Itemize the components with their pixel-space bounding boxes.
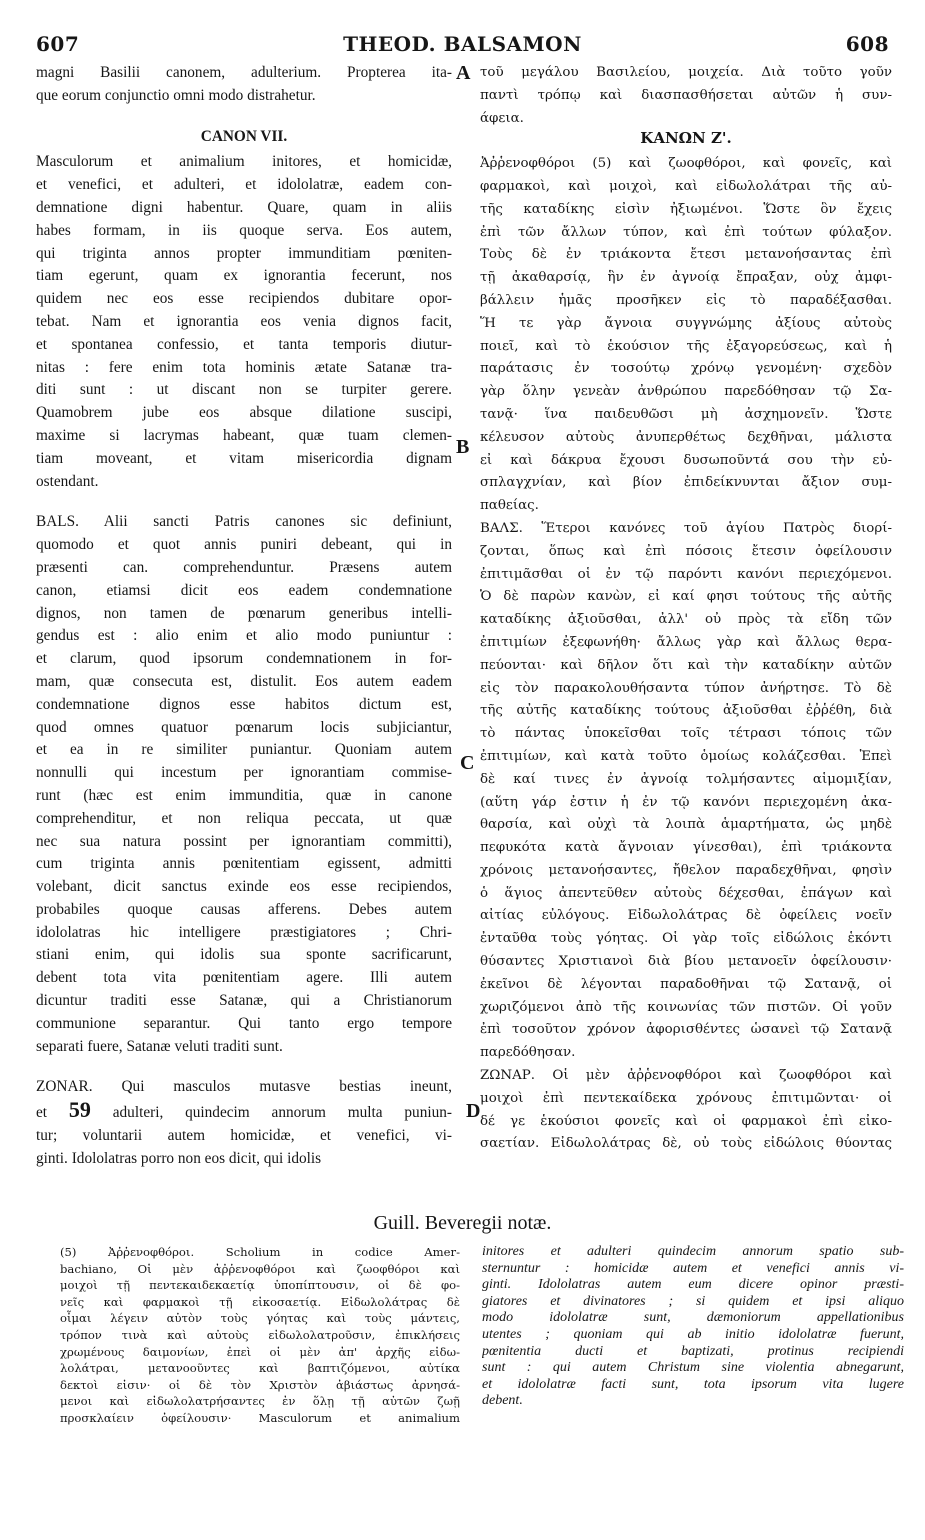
greek-bals-line: παρεδόθησαν. [480, 1045, 576, 1061]
latin-bals-line: condemnatione dignos esse habitos dictum est, [36, 695, 452, 713]
greek-bals-line: αἰτίας εὐλόγους. Εἰδωλολάτρας δὲ ὀφείλεις νοεῖν [480, 908, 892, 924]
note-line: νεῖς καὶ φαρμακοὶ τῇ εἰκοσαετίᾳ. Εἰδωλολάτρας δὲ [60, 1294, 460, 1309]
note-line: προσκλαίειν ὀφείλουσιν· Masculorum et animalium [60, 1410, 460, 1425]
note-line: (5) Ἀῤῥενοφθόροι. Scholium in codice Amer- [60, 1245, 460, 1259]
latin-canon-line: diti sunt : ut discant non se turpiter gerere. [36, 381, 452, 399]
margin-letter-c: C [460, 752, 475, 774]
note-line: sunt : qui autem Christum sine violentia abnegarunt, [482, 1360, 904, 1376]
greek-canon-line: Ἥ τε γὰρ ἄγνοια συγγνώμης ἀξίους αὐτοὺς [480, 315, 892, 331]
note-line: οἶμαι λέγειν αὐτὸν τοὺς γόητας καὶ τοὺς μάντεις, [60, 1311, 460, 1326]
greek-intro-line: παντὶ τρόπῳ καὶ διασπασθήσεται αὐτῶν ἡ συν- [480, 87, 892, 103]
note-line: μοιχοὶ τῇ πεντεκαιδεκαετίᾳ ὑποπίπτουσιν, οἱ δὲ φο- [60, 1278, 460, 1293]
note-line: μενοι καὶ εἰδωλολατρήσαντες ἐν ὅλῃ τῇ αὐτῶν ζωῇ [60, 1394, 460, 1409]
greek-canon-line: εἰ καὶ δάκρυα ἔχουσι δυσωποῦντά σου τὴν εὐ- [480, 452, 892, 468]
greek-canon-line: Ἀῤῥενοφθόροι (5) καὶ ζωοφθόροι, καὶ φονεῖς, καὶ [480, 156, 892, 172]
greek-bals-line: ἐνταῦθα τοὺς γόητας. Οἱ γὰρ τοῖς εἰδώλοις ἑκόντι [480, 931, 892, 947]
latin-bals-line: nec sua natura possint per ignorantiam committi), [36, 832, 452, 850]
running-title: THEOD. BALSAMON [343, 32, 582, 56]
greek-bals-line: εἰς τὸν παρακολουθήσαντα τύπον ἀνήρτησε. Τὸ δὲ [480, 680, 892, 696]
greek-canon-line: ἐπὶ τῶν ἄλλων τύπον, καὶ ἐπὶ τούτων φύλαξον. [480, 224, 892, 240]
latin-bals-line: nonnulli qui incestum per ignorantiam commise- [36, 764, 452, 782]
latin-bals-line: mam, quæ consecuta est, distulit. Eos autem eadem [36, 672, 452, 690]
greek-bals-line: θύσαντες Χριστιανοὶ διὰ βίου μετανοεῖν ὀφείλουσιν· [480, 954, 892, 970]
note-line: χρωμένους δαιμονίων, ἐπεὶ οἱ μὲν ἀπ' ἀρχῆς εἰδω- [60, 1344, 460, 1359]
latin-bals-line: canon, etiamsi dicit eos eadem condemnatione [36, 581, 452, 599]
greek-canon-line: ποιεῖ, καὶ τὸ ἑκούσιον τῆς ἐξαγορεύσεως, καὶ ἡ [480, 338, 892, 354]
greek-bals-line: (αὕτη γάρ ἐστιν ἡ ἐν τῷ κανόνι περιεχομένη ἀκα- [480, 794, 892, 810]
greek-bals-commentary [480, 518, 892, 1065]
greek-zonar-line: σαετίαν. Εἰδωλολάτρας δὲ, οὐ τοὺς εἰδώλοις θύοντας [480, 1136, 892, 1152]
greek-bals-line: χρόνοις μετανοήσαντες, ἤθελον παραδεχθῆναι, φησὶν [480, 862, 892, 878]
greek-zonar-line: δέ γε ἑκούσιοι φονεῖς καὶ οἱ φαρμακοὶ ἐπὶ εἰκο- [480, 1113, 892, 1129]
note-line: utentes ; quoniam qui ab initio idololatræ fuerunt, [482, 1326, 904, 1342]
notes-right-column [482, 1244, 904, 1410]
note-line: λολάτραι, μετανοοῦντες καὶ βαπτιζόμενοι, αὐτίκα [60, 1361, 460, 1376]
latin-intro [36, 62, 452, 108]
latin-canon-line: nitas : fere enim tota hominis ætate Satanæ tra- [36, 358, 452, 376]
greek-zonar-line: μοιχοὶ ἐπὶ πεντεκαίδεκα χρόνους ἐπιτιμῶνται· οἱ [480, 1090, 892, 1106]
latin-zonar-line: ginti. Idololatras porro non eos dicit, qui idolis [36, 1149, 322, 1167]
latin-canon-line: Quamobrem jube eos absque dilatione suscipi, [36, 404, 452, 422]
marginal-number: 59 [68, 1099, 91, 1123]
greek-canon-line: σπλαγχνίαν, καὶ βίον ἐπιδείκνυνται ἄξιον συμ- [480, 475, 892, 491]
latin-bals-line: dignos, non tamen de pœnarum generibus intelli- [36, 604, 452, 622]
latin-bals-line: quod omnes quatuor pœnarum locis subjiciantur, [36, 718, 452, 736]
note-line: bachiano, Οἱ μὲν ἀῤῥενοφθόροι καὶ ζωοφθόροι καὶ [60, 1261, 460, 1276]
greek-canon-line: βάλλειν ἡμᾶς προσῆκεν εἰς τὸ παραδέξασθαι. [480, 292, 892, 308]
latin-bals-line: debent tota vita pœnitentiam agere. Illi autem [36, 969, 452, 987]
latin-bals-line: communione separantur. Qui tanto ergo tempore [36, 1014, 452, 1032]
note-line: debent. [482, 1393, 523, 1409]
greek-bals-line: ἐπιτιμᾶσθαι οἱ ἐν τῷ παρόντι κανόνι περιεχόμενοι. [480, 566, 892, 582]
note-line: δεκτοὶ εἰσιν· οἱ δὲ τὸν Χριστὸν ἀβιάστως ἀρνησά- [60, 1377, 460, 1392]
latin-canon-line: habes formam, in iis quoque serva. Eos autem, [36, 221, 452, 239]
greek-canon-text [480, 153, 892, 518]
notes-left-column [60, 1244, 460, 1427]
latin-canon-line: tiam moveant, et vitam misericordia dignam [36, 449, 452, 467]
margin-letter-a: A [456, 62, 471, 84]
latin-bals-line: probabiles quoque causas afferens. Debes autem [36, 900, 452, 918]
greek-intro-line: τοῦ μεγάλου Βασιλείου, μοιχεία. Διὰ τοῦτο γοῦν [480, 65, 892, 80]
greek-bals-line: ἐπιτιμίων ἐξεφωνήθη· ἄλλως γὰρ καὶ ἄλλως θερα- [480, 634, 892, 650]
greek-zonar-line: ΖΩΝΑΡ. Οἱ μὲν ἀῤῥενοφθόροι καὶ ζωοφθόροι καὶ [480, 1068, 892, 1084]
greek-canon-line: γὰρ ὅλην γενεὰν ἀνθρώπου παρεδόθησαν τῷ Σα- [480, 384, 892, 400]
latin-bals-line: quomodo et quot annis puniri debeant, qui in [36, 536, 452, 554]
note-line: τρόπον τινὰ καὶ αὐτοὺς εἰδωλολατροῦσιν, ἐπικλήσεις [60, 1327, 460, 1342]
latin-canon-text [36, 151, 452, 493]
latin-canon-line: tebat. Nam et ignorantia eos venia dignos facit, [36, 312, 452, 330]
greek-bals-line: ζονται, ὅπως καὶ ἐπὶ πόσοις ἔτεσιν ὀφείλουσιν [480, 543, 892, 559]
greek-canon-line: τανᾷ· ἵνα παιδευθῶσι μὴ ἀσχημονεῖν. Ὥστε [480, 406, 892, 422]
latin-bals-line: comprehenditur, et non reliqua peccata, ut quæ [36, 809, 452, 827]
right-page-number: 608 [845, 32, 889, 56]
greek-canon-line: παθείας. [480, 498, 539, 514]
latin-column [36, 62, 452, 1171]
greek-zonar-commentary [480, 1065, 892, 1156]
latin-bals-line: et clarum, quod ipsorum condemnationem in for- [36, 650, 452, 668]
greek-bals-line: θαρσία, καὶ οὐχὶ τὰ λοιπὰ ἁμαρτήματα, ὡς μηδὲ [480, 817, 892, 833]
latin-canon-line: maxime si lacrymas habeant, quæ tuam clemen- [36, 426, 452, 444]
latin-canon-line: tiam egerunt, quam ex ignorantia fecerunt, nos [36, 267, 452, 285]
greek-canon-line: Τοὺς δὲ ἐν τριάκοντα ἔτεσι μετανοήσαντας ἐπὶ [480, 247, 892, 263]
latin-canon-line: quidem nec eos esse recipiendos dubitare opor- [36, 290, 452, 308]
latin-canon-line: demnatione digni habentur. Quare, quam in aliis [36, 198, 452, 216]
greek-bals-line: δὲ καί τινες ἐν ἀγνοίᾳ τολμήσαντες αἱμομιξίαν, [480, 771, 892, 787]
latin-intro-line: que eorum conjunctio omni modo distrahetur. [36, 86, 316, 104]
greek-intro [480, 62, 892, 130]
note-line: giatores et divinatores ; si quidem et ipsi aliquo [482, 1293, 904, 1309]
greek-bals-line: πεφυκότα κατὰ ἄγνοιαν γίνεσθαι), ἐπὶ τριάκοντα [480, 840, 892, 856]
latin-canon-line: ostendant. [36, 472, 99, 490]
latin-bals-line: volebant, dicit sanctus exinde eos esse recipiendos, [36, 878, 452, 896]
note-line: et idololatræ facti sunt, tota ipsorum vita lugere [482, 1376, 904, 1392]
latin-bals-line: runt (hæc est enim immunditia, quæ in canone [36, 786, 452, 804]
note-line: ginti. Idololatras autem eum dicere opinor præsti- [482, 1277, 904, 1293]
latin-bals-commentary [36, 511, 452, 1058]
greek-bals-line: Ὁ δὲ παρὼν κανὼν, εἰ καί φησι τούτους τῆς αὐτῆς [480, 589, 892, 605]
margin-letter-d: D [466, 1100, 481, 1122]
greek-bals-line: ἐπιτιμίων, καὶ κατὰ τοῦτο ὁμοίως κολάζεσθαι. Ἐπεὶ [480, 748, 892, 764]
latin-bals-line: præsenti can. comprehenduntur. Præsens autem [36, 558, 452, 576]
greek-bals-line: πεύονται· καὶ δῆλον ὅτι καὶ τὴν καταδίκην αὐτῶν [480, 657, 892, 673]
latin-bals-line: gendus est : alio enim et alio modo puniuntur : [36, 627, 452, 645]
note-line: pœnitentia ducti et baptizati, protinus recipiendi [482, 1343, 904, 1359]
greek-canon-line: φαρμακοὶ, καὶ μοιχοὶ, καὶ εἰδωλολάτραι τῆς αὐ- [480, 178, 892, 194]
greek-bals-line: τῆς αὐτῆς καταδίκης τούτους ἀξιοῦσθαι ἐῤῥέθη, διὰ [480, 703, 892, 719]
greek-canon-line: παράτασις ἐν τοσούτῳ χρόνῳ γενομένη· σχεδὸν [480, 361, 892, 377]
greek-column [480, 62, 892, 1156]
latin-canon-line: et venefici, et adulteri, et idololatræ, eadem con- [36, 176, 452, 194]
latin-canon-heading: CANON VII. [200, 127, 288, 145]
greek-bals-line: τὸ πάντας ὑποκεῖσθαι τοῖς τέτρασι τόποις τῶν [480, 726, 892, 742]
latin-bals-line: BALS. Alii sancti Patris canones sic definiunt, [36, 513, 452, 531]
latin-bals-line: separati fuere, Satanæ veluti traditi sunt. [36, 1037, 283, 1055]
greek-bals-line: ΒΑΛΣ. Ἕτεροι κανόνες τοῦ ἁγίου Πατρὸς διορί- [480, 520, 892, 536]
latin-zonar-line: tur; voluntarii autem homicidæ, et venefici, vi- [36, 1127, 452, 1145]
latin-zonar-line: ZONAR. Qui masculos mutasve bestias ineunt, [36, 1078, 452, 1096]
latin-bals-line: idololatras hic intelligere præstigiatores ; Chri- [36, 923, 452, 941]
margin-letter-b: B [456, 436, 470, 458]
note-line: sternuntur : homicidæ autem et venefici annis vi- [482, 1260, 904, 1276]
greek-canon-heading: ΚΑΝΩΝ Ζ'. [640, 129, 732, 148]
note-line: modo idololatræ sunt, dæmoniorum appellationibus [482, 1310, 904, 1326]
greek-bals-line: χωριζόμενοι ἀπὸ τῆς κοινωνίας τῶν πιστῶν. Οἱ γοῦν [480, 999, 892, 1015]
greek-bals-line: καταδίκης ἀξιοῦσθαι, ἀλλ' οὐ πρὸς τὰ εἴδη τῶν [480, 612, 892, 628]
latin-bals-line: et ea in re similiter puniantur. Quoniam autem [36, 741, 452, 759]
latin-zonar-line-with-number [36, 1099, 452, 1125]
greek-intro-line: άφεια. [480, 110, 524, 126]
notes-title: Guill. Beveregii notæ. [373, 1212, 552, 1234]
greek-canon-line: τῇ ἀκαθαρσίᾳ, ἣν ἐν ἀγνοίᾳ ἔπραξαν, οὐχ ἀμφι- [480, 270, 892, 286]
greek-bals-line: ἐπὶ τοσοῦτον χρόνον ἀφορισθέντες ὡσανεὶ τῷ Σατανᾷ [480, 1022, 892, 1038]
latin-bals-line: stiani enim, qui idolis sua sponte sacrificarunt, [36, 946, 452, 964]
greek-canon-line: κέλευσον αὐτοὺς ἀνυπερθέτως δεχθῆναι, μάλιστα [480, 429, 892, 445]
latin-canon-line: Masculorum et animalium initores, et homicidæ, [36, 153, 452, 171]
greek-bals-line: ἐκεῖνοι δὲ λέγονται παραδοθῆναι τῷ Σατανᾷ, οἱ [480, 976, 892, 992]
latin-zonar-line: adulteri, quindecim annorum multa puniun- [112, 1104, 452, 1122]
greek-canon-line: τῆς καταδίκης εἰσὶν ἠξιωμένοι. Ὥστε ὃν ἔχεις [480, 201, 892, 217]
latin-zonar-prefix: et [36, 1104, 48, 1122]
note-line: initores et adulteri quindecim annorum spatio sub- [482, 1244, 904, 1259]
latin-canon-line: qui triginta annos propter immunditiam pœniten- [36, 244, 452, 262]
greek-bals-line: ὁ ἅγιος ἀπεντεῦθεν αὐτοὺς δέχεσθαι, ἐπάγων καὶ [480, 885, 892, 901]
latin-canon-line: et spontanea confessio, et tanta temporis diutur- [36, 335, 452, 353]
left-page-number: 607 [36, 32, 80, 56]
latin-zonar-commentary [36, 1076, 452, 1170]
latin-bals-line: cum triginta annis pœnitentiam egissent, admitti [36, 855, 452, 873]
latin-bals-line: dicuntur traditi esse Satanæ, qui a Christianorum [36, 992, 452, 1010]
latin-intro-line: magni Basilii canonem, adulterium. Propterea ita- [36, 64, 452, 81]
